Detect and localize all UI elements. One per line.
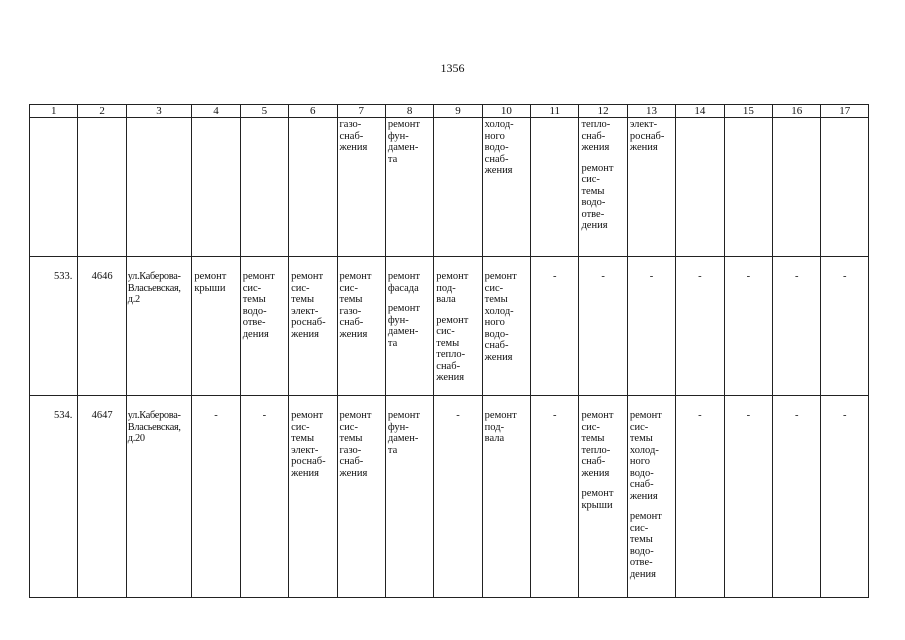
table-cell bbox=[289, 396, 337, 598]
empty-dash: - bbox=[746, 271, 751, 282]
table-cell bbox=[385, 118, 433, 257]
address-text: ул.Каберова- Власьевская, д.20 bbox=[127, 410, 181, 444]
empty-dash: - bbox=[214, 410, 218, 421]
cell-entry: ремонт сис- темы холод- ного водо- снаб- жения bbox=[484, 271, 517, 363]
table-cell bbox=[579, 118, 627, 257]
table-cell bbox=[337, 396, 385, 598]
cell-entry: ремонт сис- темы холод- ного водо- снаб- жения bbox=[629, 410, 662, 502]
table-cell bbox=[434, 118, 482, 257]
table-cell bbox=[773, 396, 821, 598]
cell-entry: ремонт сис- темы газо- снаб- жения bbox=[339, 271, 372, 340]
table-row bbox=[30, 396, 869, 598]
column-number: 16 bbox=[773, 105, 821, 118]
cell-entry: ремонт фун- дамен- та bbox=[387, 119, 420, 165]
table-cell bbox=[821, 118, 869, 257]
table-cell bbox=[337, 118, 385, 257]
column-number: 8 bbox=[385, 105, 433, 118]
column-number: 15 bbox=[724, 105, 772, 118]
table-cell bbox=[30, 396, 78, 598]
table-cell bbox=[78, 257, 126, 396]
column-number: 3 bbox=[126, 105, 192, 118]
cell-entry: ремонт сис- темы газо- снаб- жения bbox=[339, 410, 372, 479]
empty-dash: - bbox=[553, 271, 557, 282]
table-cell bbox=[385, 396, 433, 598]
empty-dash: - bbox=[794, 410, 799, 421]
cell-entry: ремонт сис- темы водо- отве- дения bbox=[581, 162, 614, 231]
cell-entry: ремонт крыши bbox=[581, 488, 614, 511]
cell-entry: холод- ного водо- снаб- жения bbox=[484, 119, 514, 176]
cell-entry: ремонт крыши bbox=[194, 271, 227, 294]
table-cell bbox=[482, 118, 530, 257]
column-number: 14 bbox=[676, 105, 724, 118]
table-row bbox=[30, 118, 869, 257]
cell-entry: ремонт фун- дамен- та bbox=[387, 410, 420, 456]
cell-entry: 534. bbox=[54, 410, 73, 421]
table-cell bbox=[482, 396, 530, 598]
column-number: 2 bbox=[78, 105, 126, 118]
address-text: ул.Каберова- Власьевская, д.2 bbox=[127, 271, 181, 305]
cell-entry: ремонт под- вала bbox=[436, 271, 469, 305]
table-cell bbox=[579, 396, 627, 598]
cell-entry: ремонт фасада bbox=[387, 271, 420, 294]
empty-dash: - bbox=[456, 410, 460, 421]
table-cell bbox=[192, 118, 240, 257]
table-cell bbox=[531, 396, 579, 598]
table-cell bbox=[240, 396, 288, 598]
table-cell bbox=[676, 396, 724, 598]
table-cell bbox=[30, 257, 78, 396]
cell-entry: 4647 bbox=[91, 410, 113, 421]
empty-dash: - bbox=[698, 410, 702, 421]
table-cell bbox=[579, 257, 627, 396]
column-number: 11 bbox=[531, 105, 579, 118]
repair-schedule-table bbox=[29, 104, 869, 598]
cell-entry: газо- снаб- жения bbox=[339, 119, 368, 153]
table-cell bbox=[30, 118, 78, 257]
table-cell bbox=[434, 257, 482, 396]
table-cell bbox=[78, 118, 126, 257]
column-number: 9 bbox=[434, 105, 482, 118]
empty-dash: - bbox=[649, 271, 654, 282]
table-cell bbox=[627, 257, 675, 396]
empty-dash: - bbox=[553, 410, 557, 421]
table-cell bbox=[78, 396, 126, 598]
table-cell bbox=[192, 257, 240, 396]
page-number: 1356 bbox=[440, 61, 465, 75]
table-cell bbox=[126, 396, 192, 598]
table-cell bbox=[289, 257, 337, 396]
column-number: 5 bbox=[240, 105, 288, 118]
cell-entry: ремонт сис- темы тепло- снаб- жения bbox=[581, 410, 614, 479]
table-cell bbox=[773, 257, 821, 396]
empty-dash: - bbox=[794, 271, 799, 282]
table-cell bbox=[192, 396, 240, 598]
empty-dash: - bbox=[601, 271, 605, 282]
empty-dash: - bbox=[698, 271, 702, 282]
table-row bbox=[30, 257, 869, 396]
table-cell bbox=[482, 257, 530, 396]
cell-entry: ремонт фун- дамен- та bbox=[387, 303, 420, 349]
column-number: 6 bbox=[289, 105, 337, 118]
cell-entry: элект- роснаб- жения bbox=[629, 119, 665, 153]
table-cell bbox=[337, 257, 385, 396]
table-cell bbox=[627, 118, 675, 257]
table-cell bbox=[676, 118, 724, 257]
table-cell bbox=[773, 118, 821, 257]
column-number: 1 bbox=[30, 105, 78, 118]
cell-entry: ремонт сис- темы водо- отве- дения bbox=[242, 271, 275, 340]
empty-dash: - bbox=[842, 271, 847, 282]
column-number: 13 bbox=[627, 105, 675, 118]
cell-entry: ремонт сис- темы водо- отве- дения bbox=[629, 511, 662, 580]
table-cell bbox=[289, 118, 337, 257]
table-cell bbox=[126, 118, 192, 257]
table-cell bbox=[385, 257, 433, 396]
table-cell bbox=[531, 118, 579, 257]
empty-dash: - bbox=[746, 410, 751, 421]
column-number: 10 bbox=[482, 105, 530, 118]
table-cell bbox=[434, 396, 482, 598]
column-number: 7 bbox=[337, 105, 385, 118]
cell-entry: 4646 bbox=[91, 271, 113, 282]
cell-entry: ремонт сис- темы элект- роснаб- жения bbox=[291, 271, 326, 340]
column-number-row bbox=[30, 105, 869, 118]
cell-entry: ремонт сис- темы элект- роснаб- жения bbox=[291, 410, 326, 479]
cell-entry: ремонт под- вала bbox=[484, 410, 517, 444]
table-cell bbox=[724, 118, 772, 257]
table-cell bbox=[126, 257, 192, 396]
cell-entry: ремонт сис- темы тепло- снаб- жения bbox=[436, 314, 469, 383]
table-cell bbox=[821, 257, 869, 396]
table-cell bbox=[724, 396, 772, 598]
table-cell bbox=[240, 257, 288, 396]
table-cell bbox=[821, 396, 869, 598]
column-number: 4 bbox=[192, 105, 240, 118]
table-cell bbox=[240, 118, 288, 257]
cell-entry: 533. bbox=[54, 271, 73, 282]
table-cell bbox=[676, 257, 724, 396]
empty-dash: - bbox=[842, 410, 847, 421]
empty-dash: - bbox=[262, 410, 267, 421]
column-number: 12 bbox=[579, 105, 627, 118]
column-number: 17 bbox=[821, 105, 869, 118]
table-cell bbox=[627, 396, 675, 598]
cell-entry: тепло- снаб- жения bbox=[581, 119, 611, 153]
table-cell bbox=[531, 257, 579, 396]
table-cell bbox=[724, 257, 772, 396]
